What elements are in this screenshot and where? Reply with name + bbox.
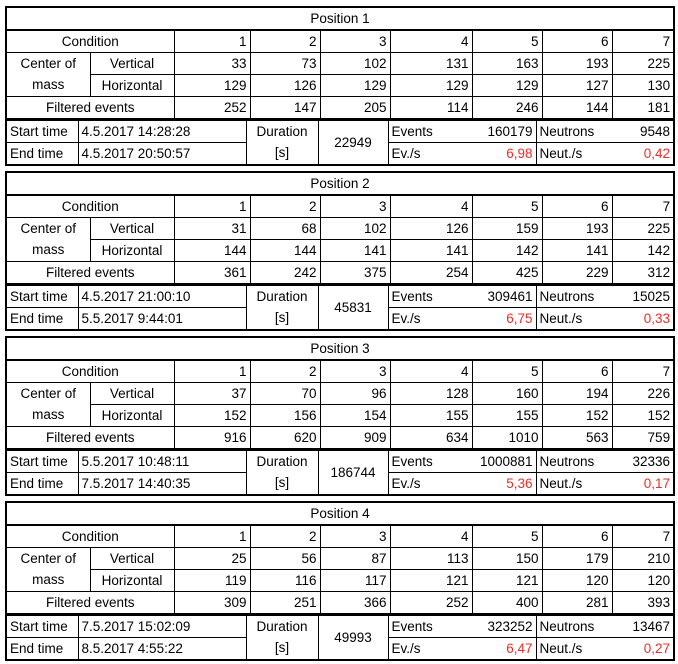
events-value: 160179 [470, 121, 536, 143]
end-time-value: 8.5.2017 4:55:22 [78, 638, 246, 661]
vertical-value: 193 [542, 53, 612, 75]
position-block-4 [5, 501, 673, 661]
vertical-label: Vertical [90, 548, 174, 570]
vertical-value: 210 [612, 548, 674, 570]
filtered-value: 114 [390, 97, 472, 120]
end-time-label: End time [6, 308, 78, 331]
duration-label: Duration [246, 451, 318, 473]
end-time-label: End time [6, 638, 78, 661]
end-time-label: End time [6, 473, 78, 496]
horizontal-value: 152 [174, 405, 250, 427]
neut-rate-label: Neut./s [536, 308, 610, 331]
condition-label: Condition [6, 525, 174, 548]
events-value: 323252 [470, 616, 536, 638]
horizontal-value: 152 [612, 405, 674, 427]
center-of-mass-label-bottom: mass [6, 75, 90, 97]
vertical-value: 159 [472, 218, 542, 240]
start-time-value: 7.5.2017 15:02:09 [78, 616, 246, 638]
position-table [5, 336, 675, 450]
duration-value: 45831 [318, 286, 388, 331]
condition-4: 4 [390, 30, 472, 53]
horizontal-label: Horizontal [90, 240, 174, 262]
horizontal-value: 129 [390, 75, 472, 97]
vertical-value: 25 [174, 548, 250, 570]
position-table [5, 171, 675, 285]
horizontal-value: 130 [612, 75, 674, 97]
end-time-value: 7.5.2017 14:40:35 [78, 473, 246, 496]
center-of-mass-label-top: Center of [6, 53, 90, 75]
condition-2: 2 [250, 525, 320, 548]
filtered-value: 181 [612, 97, 674, 120]
filtered-value: 634 [390, 427, 472, 450]
position-title: Position 3 [6, 337, 674, 360]
vertical-value: 68 [250, 218, 320, 240]
vertical-label: Vertical [90, 53, 174, 75]
condition-7: 7 [612, 30, 674, 53]
filtered-value: 366 [320, 592, 390, 615]
position-block-3 [5, 336, 673, 496]
events-label: Events [388, 616, 470, 638]
timing-table [5, 120, 675, 166]
events-value: 1000881 [470, 451, 536, 473]
neut-rate-value: 0,42 [610, 143, 674, 166]
condition-7: 7 [612, 195, 674, 218]
condition-7: 7 [612, 360, 674, 383]
vertical-value: 96 [320, 383, 390, 405]
duration-value: 49993 [318, 616, 388, 661]
filtered-value: 252 [174, 97, 250, 120]
filtered-value: 242 [250, 262, 320, 285]
events-label: Events [388, 121, 470, 143]
filtered-value: 254 [390, 262, 472, 285]
condition-5: 5 [472, 525, 542, 548]
ev-rate-label: Ev./s [388, 308, 470, 331]
center-of-mass-label-bottom: mass [6, 570, 90, 592]
horizontal-value: 155 [472, 405, 542, 427]
horizontal-value: 129 [472, 75, 542, 97]
position-title: Position 4 [6, 502, 674, 525]
filtered-value: 563 [542, 427, 612, 450]
timing-table [5, 615, 675, 661]
horizontal-value: 119 [174, 570, 250, 592]
end-time-value: 4.5.2017 20:50:57 [78, 143, 246, 166]
condition-label: Condition [6, 360, 174, 383]
vertical-value: 102 [320, 218, 390, 240]
center-of-mass-label-bottom: mass [6, 405, 90, 427]
filtered-value: 620 [250, 427, 320, 450]
timing-table [5, 450, 675, 496]
position-title: Position 1 [6, 7, 674, 30]
neutrons-label: Neutrons [536, 616, 610, 638]
duration-unit: [s] [246, 143, 318, 166]
horizontal-value: 120 [542, 570, 612, 592]
condition-4: 4 [390, 360, 472, 383]
horizontal-value: 129 [174, 75, 250, 97]
condition-4: 4 [390, 525, 472, 548]
filtered-value: 246 [472, 97, 542, 120]
vertical-value: 31 [174, 218, 250, 240]
vertical-value: 73 [250, 53, 320, 75]
filtered-value: 252 [390, 592, 472, 615]
horizontal-value: 121 [472, 570, 542, 592]
duration-unit: [s] [246, 473, 318, 496]
position-block-2 [5, 171, 673, 331]
filtered-events-label: Filtered events [6, 427, 174, 450]
neutrons-label: Neutrons [536, 451, 610, 473]
vertical-value: 128 [390, 383, 472, 405]
condition-1: 1 [174, 30, 250, 53]
position-block-1 [5, 6, 673, 166]
ev-rate-label: Ev./s [388, 638, 470, 661]
events-label: Events [388, 286, 470, 308]
ev-rate-value: 5,36 [470, 473, 536, 496]
center-of-mass-label-top: Center of [6, 548, 90, 570]
horizontal-label: Horizontal [90, 75, 174, 97]
condition-label: Condition [6, 195, 174, 218]
filtered-value: 312 [612, 262, 674, 285]
neutrons-value: 32336 [610, 451, 674, 473]
position-title: Position 2 [6, 172, 674, 195]
condition-2: 2 [250, 195, 320, 218]
duration-unit: [s] [246, 308, 318, 331]
horizontal-value: 156 [250, 405, 320, 427]
condition-6: 6 [542, 525, 612, 548]
vertical-value: 194 [542, 383, 612, 405]
center-of-mass-label-bottom: mass [6, 240, 90, 262]
vertical-label: Vertical [90, 218, 174, 240]
condition-1: 1 [174, 360, 250, 383]
condition-6: 6 [542, 30, 612, 53]
filtered-events-label: Filtered events [6, 97, 174, 120]
condition-3: 3 [320, 360, 390, 383]
neutrons-label: Neutrons [536, 286, 610, 308]
measurement-sheet [5, 6, 673, 661]
neut-rate-label: Neut./s [536, 473, 610, 496]
condition-1: 1 [174, 195, 250, 218]
condition-6: 6 [542, 360, 612, 383]
duration-value: 22949 [318, 121, 388, 166]
ev-rate-value: 6,98 [470, 143, 536, 166]
horizontal-value: 129 [320, 75, 390, 97]
neut-rate-value: 0,27 [610, 638, 674, 661]
filtered-value: 916 [174, 427, 250, 450]
condition-5: 5 [472, 195, 542, 218]
vertical-value: 102 [320, 53, 390, 75]
neutrons-value: 9548 [610, 121, 674, 143]
horizontal-value: 141 [390, 240, 472, 262]
vertical-value: 113 [390, 548, 472, 570]
start-time-label: Start time [6, 121, 78, 143]
horizontal-label: Horizontal [90, 405, 174, 427]
filtered-value: 281 [542, 592, 612, 615]
start-time-label: Start time [6, 451, 78, 473]
condition-label: Condition [6, 30, 174, 53]
condition-2: 2 [250, 30, 320, 53]
vertical-value: 37 [174, 383, 250, 405]
position-table [5, 6, 675, 120]
filtered-value: 393 [612, 592, 674, 615]
vertical-value: 193 [542, 218, 612, 240]
horizontal-value: 142 [612, 240, 674, 262]
duration-label: Duration [246, 121, 318, 143]
ev-rate-value: 6,75 [470, 308, 536, 331]
neut-rate-label: Neut./s [536, 638, 610, 661]
horizontal-value: 117 [320, 570, 390, 592]
ev-rate-value: 6,47 [470, 638, 536, 661]
filtered-value: 205 [320, 97, 390, 120]
filtered-value: 229 [542, 262, 612, 285]
filtered-value: 425 [472, 262, 542, 285]
vertical-value: 160 [472, 383, 542, 405]
vertical-value: 225 [612, 218, 674, 240]
horizontal-value: 121 [390, 570, 472, 592]
filtered-events-label: Filtered events [6, 262, 174, 285]
condition-2: 2 [250, 360, 320, 383]
duration-value: 186744 [318, 451, 388, 496]
filtered-value: 1010 [472, 427, 542, 450]
neutrons-value: 15025 [610, 286, 674, 308]
vertical-value: 33 [174, 53, 250, 75]
vertical-value: 70 [250, 383, 320, 405]
neutrons-value: 13467 [610, 616, 674, 638]
center-of-mass-label-top: Center of [6, 383, 90, 405]
filtered-events-label: Filtered events [6, 592, 174, 615]
filtered-value: 309 [174, 592, 250, 615]
horizontal-value: 120 [612, 570, 674, 592]
duration-unit: [s] [246, 638, 318, 661]
vertical-value: 225 [612, 53, 674, 75]
condition-4: 4 [390, 195, 472, 218]
ev-rate-label: Ev./s [388, 143, 470, 166]
vertical-value: 179 [542, 548, 612, 570]
start-time-label: Start time [6, 616, 78, 638]
vertical-value: 226 [612, 383, 674, 405]
vertical-value: 150 [472, 548, 542, 570]
neut-rate-value: 0,33 [610, 308, 674, 331]
horizontal-value: 142 [472, 240, 542, 262]
horizontal-value: 127 [542, 75, 612, 97]
neut-rate-value: 0,17 [610, 473, 674, 496]
start-time-value: 4.5.2017 21:00:10 [78, 286, 246, 308]
horizontal-value: 141 [542, 240, 612, 262]
vertical-value: 87 [320, 548, 390, 570]
events-value: 309461 [470, 286, 536, 308]
filtered-value: 909 [320, 427, 390, 450]
vertical-value: 56 [250, 548, 320, 570]
horizontal-value: 155 [390, 405, 472, 427]
filtered-value: 144 [542, 97, 612, 120]
position-table [5, 501, 675, 615]
center-of-mass-label-top: Center of [6, 218, 90, 240]
condition-5: 5 [472, 360, 542, 383]
horizontal-value: 116 [250, 570, 320, 592]
vertical-value: 126 [390, 218, 472, 240]
start-time-value: 5.5.2017 10:48:11 [78, 451, 246, 473]
filtered-value: 759 [612, 427, 674, 450]
horizontal-value: 126 [250, 75, 320, 97]
duration-label: Duration [246, 616, 318, 638]
horizontal-value: 154 [320, 405, 390, 427]
end-time-label: End time [6, 143, 78, 166]
horizontal-value: 141 [320, 240, 390, 262]
filtered-value: 251 [250, 592, 320, 615]
start-time-value: 4.5.2017 14:28:28 [78, 121, 246, 143]
end-time-value: 5.5.2017 9:44:01 [78, 308, 246, 331]
neut-rate-label: Neut./s [536, 143, 610, 166]
start-time-label: Start time [6, 286, 78, 308]
condition-7: 7 [612, 525, 674, 548]
horizontal-value: 144 [174, 240, 250, 262]
timing-table [5, 285, 675, 331]
condition-5: 5 [472, 30, 542, 53]
ev-rate-label: Ev./s [388, 473, 470, 496]
horizontal-value: 152 [542, 405, 612, 427]
condition-3: 3 [320, 30, 390, 53]
condition-3: 3 [320, 195, 390, 218]
filtered-value: 147 [250, 97, 320, 120]
condition-1: 1 [174, 525, 250, 548]
filtered-value: 361 [174, 262, 250, 285]
vertical-value: 163 [472, 53, 542, 75]
filtered-value: 375 [320, 262, 390, 285]
neutrons-label: Neutrons [536, 121, 610, 143]
vertical-label: Vertical [90, 383, 174, 405]
duration-label: Duration [246, 286, 318, 308]
vertical-value: 131 [390, 53, 472, 75]
condition-6: 6 [542, 195, 612, 218]
filtered-value: 400 [472, 592, 542, 615]
horizontal-label: Horizontal [90, 570, 174, 592]
horizontal-value: 144 [250, 240, 320, 262]
condition-3: 3 [320, 525, 390, 548]
events-label: Events [388, 451, 470, 473]
